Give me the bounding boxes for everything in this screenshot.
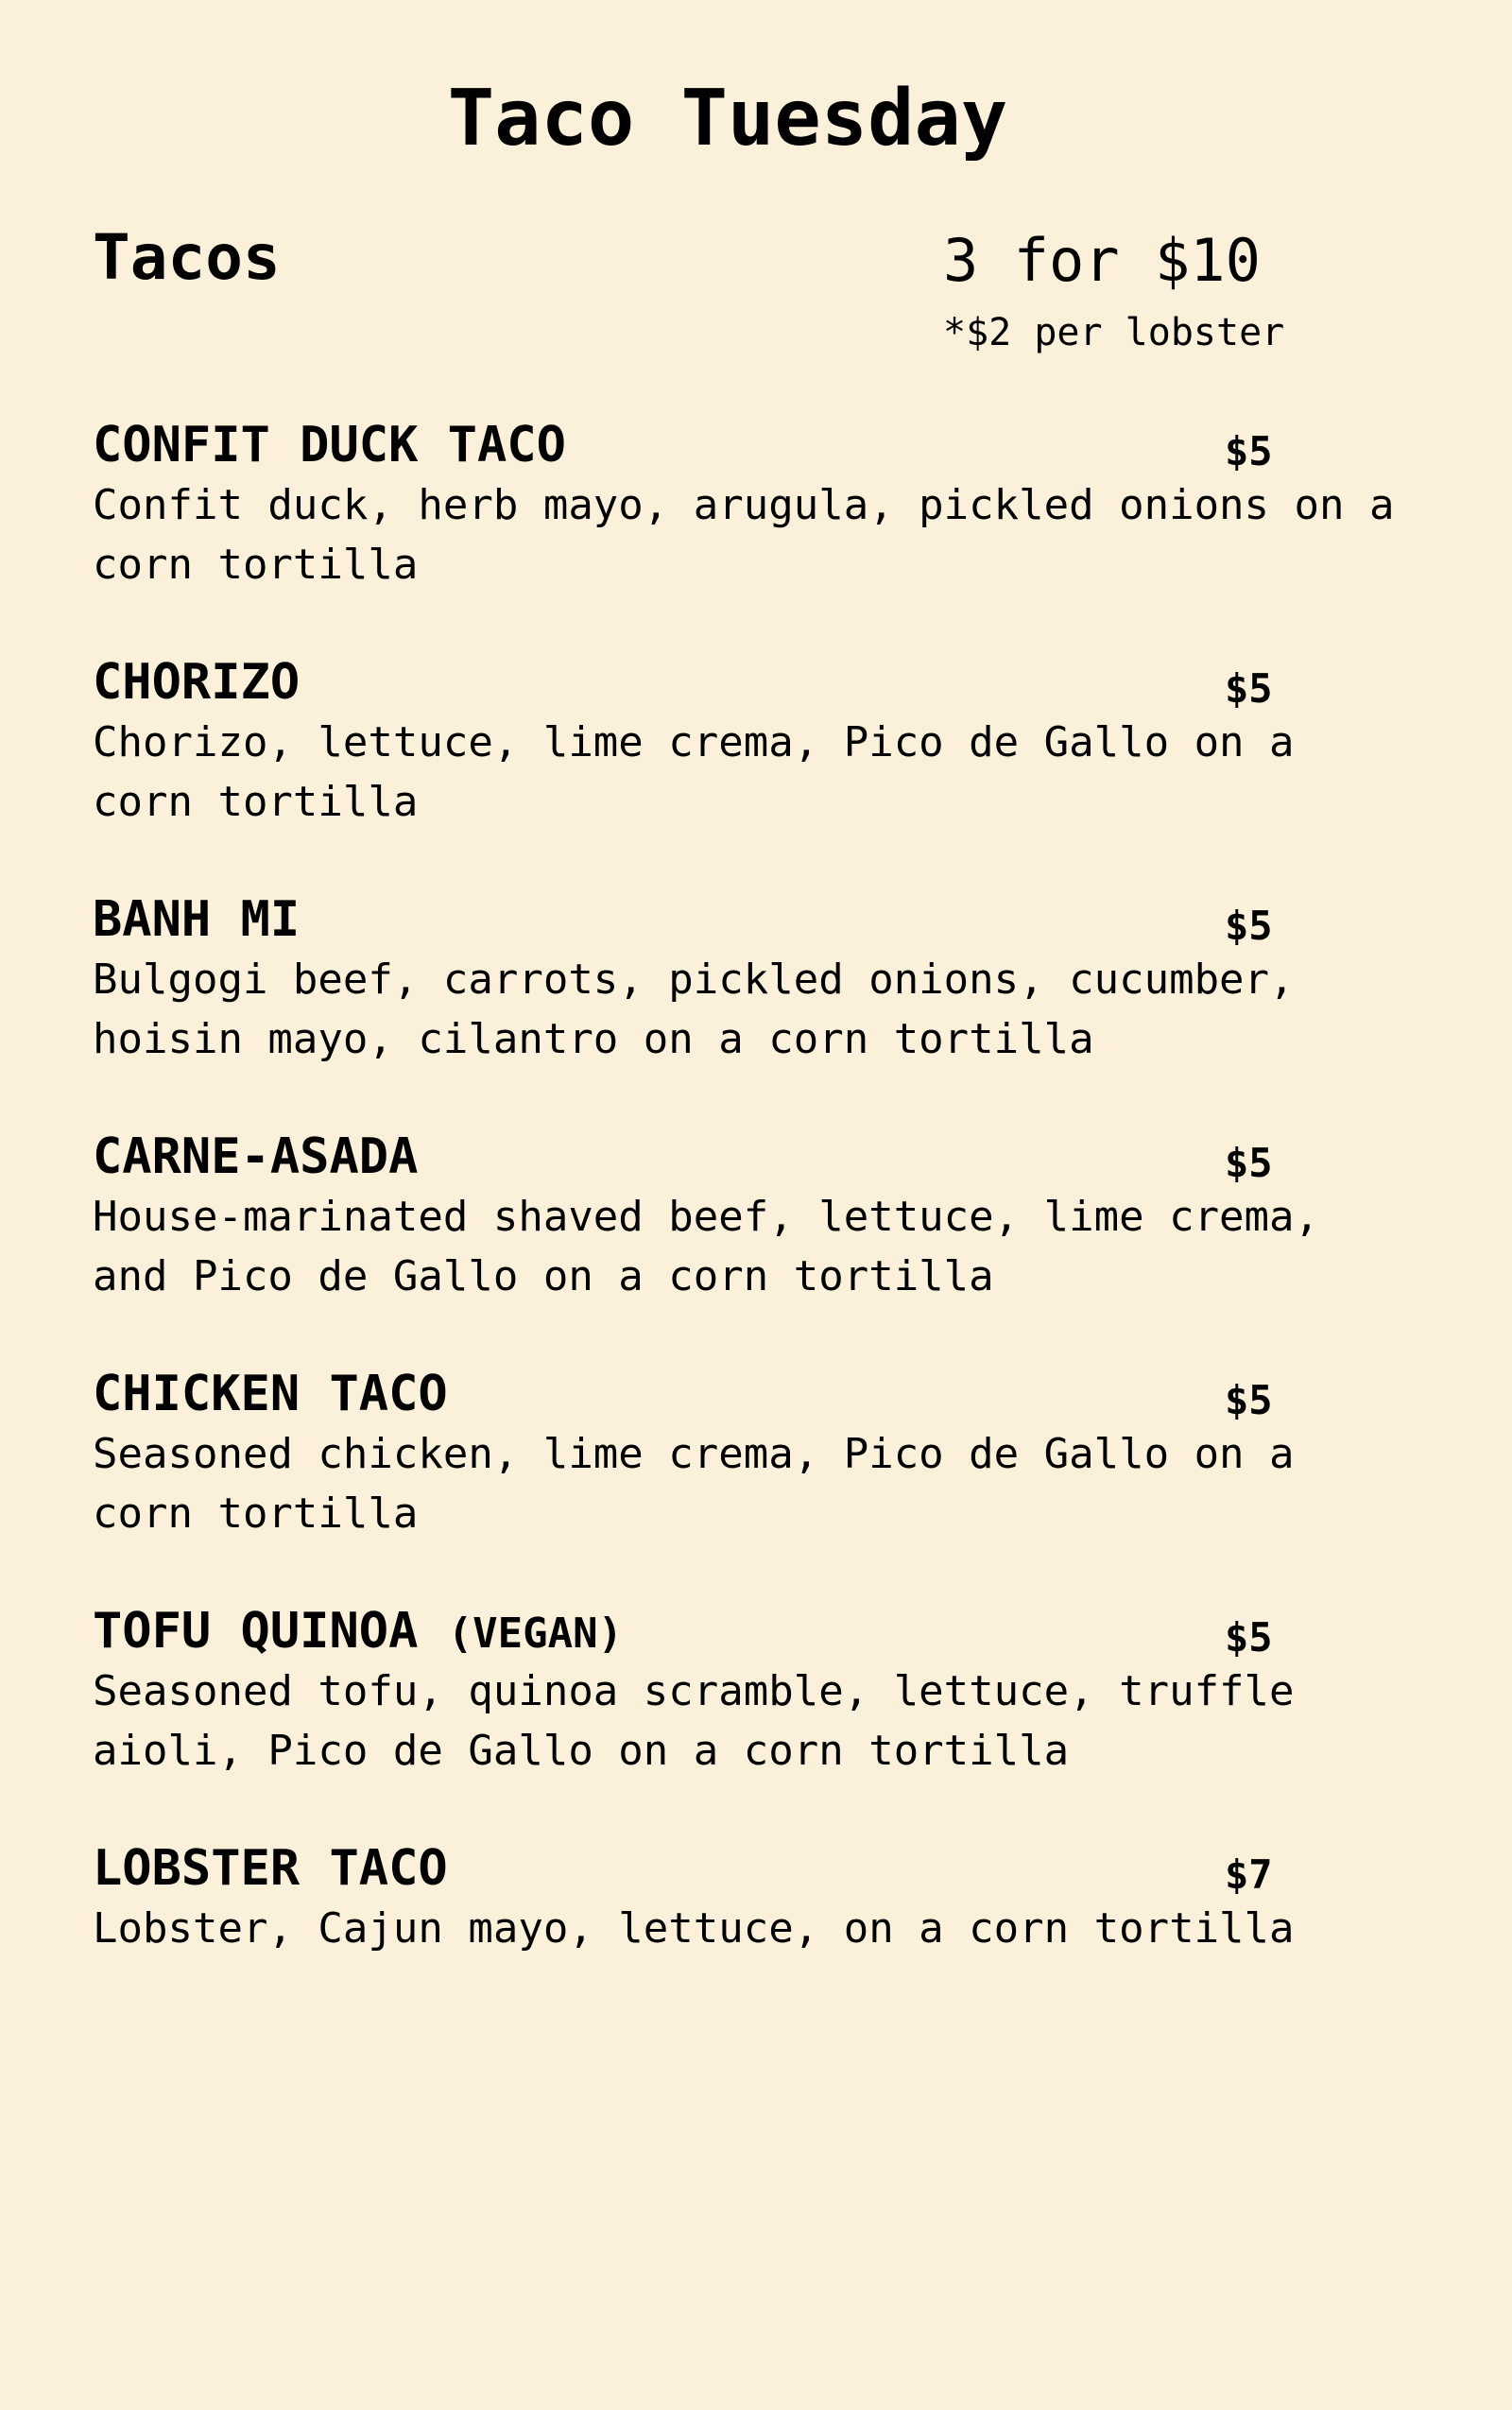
menu-item xyxy=(93,1603,1416,1844)
item-description: Confit duck, herb mayo, arugula, pickled onions on a corn tortilla xyxy=(93,481,1395,589)
item-name xyxy=(93,1603,1416,1661)
menu-item xyxy=(93,891,1416,1132)
item-price: $5 xyxy=(1225,903,1273,949)
item-description: Lobster, Cajun mayo, lettuce, on a corn tortilla xyxy=(93,1904,1295,1953)
item-name xyxy=(93,1840,1416,1899)
item-name xyxy=(93,654,1416,713)
menu-item xyxy=(93,417,1416,658)
item-name xyxy=(93,891,1416,950)
menu-item xyxy=(93,1840,1416,2081)
item-description: Chorizo, lettuce, lime crema, Pico de Gallo on a corn tortilla xyxy=(93,718,1295,826)
menu-list xyxy=(93,417,1416,2081)
item-price: $5 xyxy=(1225,1377,1273,1423)
item-name xyxy=(93,417,1416,475)
item-name-text: CHORIZO xyxy=(93,654,301,711)
item-price: $5 xyxy=(1225,665,1273,712)
menu-item xyxy=(93,1128,1416,1369)
item-name-text: TOFU QUINOA xyxy=(93,1603,419,1660)
page-title: Taco Tuesday xyxy=(447,74,1008,164)
item-name-text: CHICKEN TACO xyxy=(93,1366,448,1422)
item-price: $7 xyxy=(1225,1851,1273,1898)
item-name xyxy=(93,1128,1416,1187)
item-description: Seasoned tofu, quinoa scramble, lettuce, truffle aioli, Pico de Gallo on a corn tortilla xyxy=(93,1667,1295,1775)
menu-item xyxy=(93,654,1416,895)
menu-item xyxy=(93,1366,1416,1607)
item-price: $5 xyxy=(1225,1614,1273,1661)
item-name-text: CONFIT DUCK TACO xyxy=(93,417,566,473)
item-name xyxy=(93,1366,1416,1424)
item-name-text: CARNE-ASADA xyxy=(93,1128,419,1185)
section-title: Tacos xyxy=(93,221,281,294)
item-price: $5 xyxy=(1225,1140,1273,1186)
item-description: Seasoned chicken, lime crema, Pico de Gallo on a corn tortilla xyxy=(93,1430,1295,1538)
item-description: House-marinated shaved beef, lettuce, lime crema, and Pico de Gallo on a corn tortilla xyxy=(93,1193,1320,1300)
vegan-tag: (VEGAN) xyxy=(447,1610,624,1658)
item-name-text: BANH MI xyxy=(93,891,301,948)
deal-price: 3 for $10 xyxy=(943,226,1261,295)
item-name-text: LOBSTER TACO xyxy=(93,1840,448,1897)
item-description: Bulgogi beef, carrots, pickled onions, cucumber, hoisin mayo, cilantro on a corn tortilla xyxy=(93,955,1295,1063)
item-price: $5 xyxy=(1225,428,1273,474)
deal-note: *$2 per lobster xyxy=(943,311,1285,354)
